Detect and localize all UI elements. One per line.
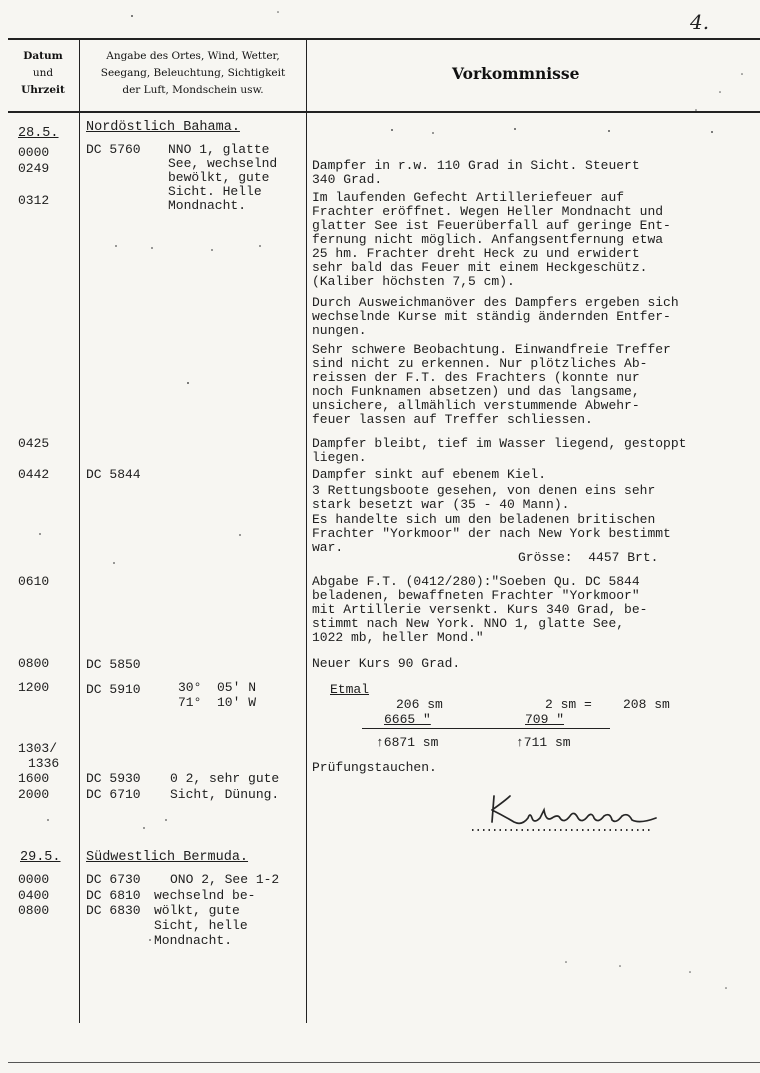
event-line: fernung nicht möglich. Anfangsentfernung etwa: [312, 232, 664, 247]
grid-position: DC 5910: [86, 682, 141, 697]
event-line: Prüfungstauchen.: [312, 760, 437, 775]
time-entry: 0000: [18, 872, 50, 887]
time-entry: 1303/: [18, 741, 58, 756]
day-date: 29.5.: [20, 850, 61, 865]
time-entry: 0610: [18, 574, 50, 589]
header-events-title: Vorkommnisse: [452, 64, 580, 83]
grid-position: DC 6830: [86, 903, 141, 918]
time-entry: 1200: [18, 680, 50, 695]
etmal-value: 6665 ": [384, 712, 431, 727]
event-line: beladenen, bewaffneten Frachter "Yorkmoor": [312, 588, 640, 603]
grid-position: DC 5760: [86, 142, 141, 157]
header-location-line-2: Seegang, Beleuchtung, Sichtigkeit: [100, 67, 286, 79]
grid-position: DC 6710: [86, 787, 141, 802]
day-date: 28.5.: [18, 126, 59, 141]
event-line: Grösse: 4457 Brt.: [518, 550, 659, 565]
header-location-line-3: der Luft, Mondschein usw.: [122, 84, 264, 96]
etmal-value: ↑711 sm: [516, 735, 571, 750]
event-line: Neuer Kurs 90 Grad.: [312, 656, 461, 671]
event-line: liegen.: [312, 450, 367, 465]
event-line: sehr bald das Feuer mit einem Heckgeschütz.: [312, 260, 648, 275]
weather-line: Sicht. Helle: [168, 184, 262, 199]
grid-position: DC 5850: [86, 657, 141, 672]
event-line: wechselnde Kurse mit ständig ändernden Entfer-: [312, 309, 671, 324]
header-location-column: [80, 48, 306, 99]
event-line: 1022 mb, heller Mond.": [312, 630, 484, 645]
time-entry: 1600: [18, 771, 50, 786]
event-line: stark besetzt war (35 - 40 Mann).: [312, 497, 570, 512]
event-line: unsichere, allmählich verstummende Abwehr-: [312, 398, 640, 413]
event-line: glatter See ist Feuerüberfall auf geringe Ent-: [312, 218, 671, 233]
header-location-line-1: Angabe des Ortes, Wind, Wetter,: [106, 50, 280, 62]
event-line: 340 Grad.: [312, 172, 383, 187]
weather-line: wechselnd be-: [154, 888, 256, 903]
coordinate-longitude: 71° 10' W: [178, 695, 257, 710]
event-line: Es handelte sich um den beladenen britischen: [312, 512, 656, 527]
etmal-value: 2 sm =: [545, 697, 592, 712]
weather-line: NNO 1, glatte: [168, 142, 270, 157]
header-top-rule: [8, 38, 760, 40]
weather-line: 0 2, sehr gute: [170, 771, 280, 786]
signature-image: [470, 788, 670, 836]
time-entry: 0442: [18, 467, 50, 482]
event-line: (Kaliber höchsten 7,5 cm).: [312, 274, 515, 289]
etmal-value: 206 sm: [396, 697, 443, 712]
column-divider-2: [306, 38, 307, 1023]
time-entry: 0000: [18, 145, 50, 160]
weather-line: See, wechselnd: [168, 156, 278, 171]
header-date-label: Datum: [23, 50, 63, 62]
event-line: noch Funknamen absetzen) und das langsame,: [312, 384, 640, 399]
day-location: Nordöstlich Bahama.: [86, 120, 240, 135]
event-line: mit Artillerie versenkt. Kurs 340 Grad, be-: [312, 602, 648, 617]
weather-line: Sicht, Dünung.: [170, 787, 280, 802]
event-line: Frachter eröffnet. Wegen Heller Mondnacht und: [312, 204, 664, 219]
event-line: Durch Ausweichmanöver des Dampfers ergeben sich: [312, 295, 679, 310]
time-entry: 2000: [18, 787, 50, 802]
weather-line: bewölkt, gute: [168, 170, 270, 185]
etmal-value: ↑6871 sm: [376, 735, 439, 750]
weather-line: wölkt, gute: [154, 903, 240, 918]
etmal-sum-rule: [362, 728, 610, 729]
header-bottom-rule: [8, 111, 760, 113]
time-entry: 0312: [18, 193, 50, 208]
column-divider-1: [79, 38, 80, 1023]
event-line: sind nicht zu erkennen. Nur plötzliches Ab-: [312, 356, 648, 371]
weather-line: Mondnacht.: [168, 198, 247, 213]
coordinate-latitude: 30° 05' N: [178, 680, 257, 695]
page-number: 4.: [690, 10, 710, 34]
time-entry: 0400: [18, 888, 50, 903]
event-line: 3 Rettungsboote gesehen, von denen eins sehr: [312, 483, 656, 498]
event-line: reissen der F.T. des Frachters (konnte nur: [312, 370, 640, 385]
event-line: feuer lassen auf Treffer schliessen.: [312, 412, 593, 427]
weather-line: Mondnacht.: [154, 933, 233, 948]
weather-line: ONO 2, See 1-2: [170, 872, 280, 887]
header-date-column: [8, 48, 78, 99]
weather-line: Sicht, helle: [154, 918, 248, 933]
grid-position: DC 6730: [86, 872, 141, 887]
etmal-value: 709 ": [525, 712, 565, 727]
header-time-label: Uhrzeit: [21, 84, 65, 96]
grid-position: DC 5844: [86, 467, 141, 482]
event-line: stimmt nach New York. NNO 1, glatte See,: [312, 616, 625, 631]
grid-position: DC 6810: [86, 888, 141, 903]
event-line: Sehr schwere Beobachtung. Einwandfreie Treffer: [312, 342, 671, 357]
footer-rule: [8, 1062, 760, 1063]
time-entry: 0249: [18, 161, 50, 176]
time-entry: 0800: [18, 903, 50, 918]
header-und-label: und: [32, 67, 54, 79]
event-line: war.: [312, 540, 344, 555]
event-line: Dampfer in r.w. 110 Grad in Sicht. Steuert: [312, 158, 640, 173]
grid-position: DC 5930: [86, 771, 141, 786]
event-line: Abgabe F.T. (0412/280):"Soeben Qu. DC 5844: [312, 574, 640, 589]
time-entry: 1336: [28, 756, 60, 771]
time-entry: 0800: [18, 656, 50, 671]
etmal-value: 208 sm: [623, 697, 670, 712]
event-line: Frachter "Yorkmoor" der nach New York bestimmt: [312, 526, 671, 541]
etmal-label: Etmal: [330, 682, 370, 697]
event-line: nungen.: [312, 323, 367, 338]
event-line: Dampfer bleibt, tief im Wasser liegend, gestoppt: [312, 436, 687, 451]
event-line: 25 hm. Frachter dreht Heck zu und erwidert: [312, 246, 640, 261]
day-location: Südwestlich Bermuda.: [86, 850, 249, 865]
time-entry: 0425: [18, 436, 50, 451]
event-line: Im laufenden Gefecht Artilleriefeuer auf: [312, 190, 625, 205]
event-line: Dampfer sinkt auf ebenem Kiel.: [312, 467, 547, 482]
